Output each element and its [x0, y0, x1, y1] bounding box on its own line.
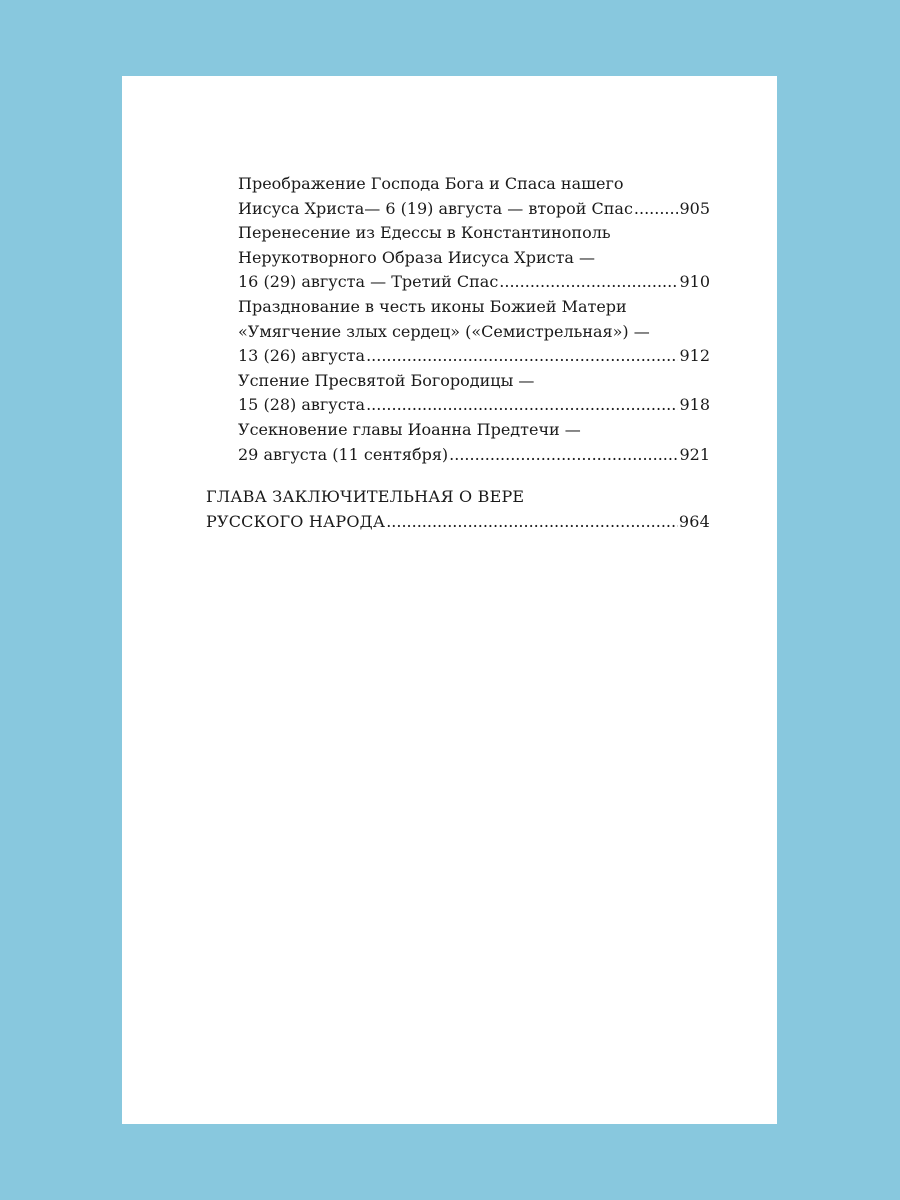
- page-number: 912: [679, 346, 710, 366]
- toc-entry-dormition: [206, 369, 710, 418]
- toc-entry-line: Празднование в честь иконы Божией Матери: [238, 296, 627, 316]
- toc-entry-line: Перенесение из Едессы в Константинополь: [238, 223, 611, 243]
- toc-entry-last-line: [238, 443, 710, 468]
- page-number: 964: [678, 511, 710, 531]
- toc-entry-line: Нерукотворного Образа Иисуса Христа —: [238, 247, 596, 267]
- dot-leader: [499, 270, 678, 295]
- dot-leader: [449, 443, 678, 468]
- toc-entry-transfiguration: [206, 172, 710, 221]
- toc-entry-text: 29 августа (11 сентября): [238, 444, 449, 464]
- toc-entry-line: «Умягчение злых сердец» («Семистрельная») —: [238, 321, 650, 341]
- toc-chapter-text: РУССКОГО НАРОДА: [206, 511, 386, 531]
- dot-leader: [634, 197, 679, 222]
- toc-entry-text: 13 (26) августа: [238, 346, 366, 366]
- toc-entry-last-line: [238, 270, 710, 295]
- dot-leader: [366, 393, 678, 418]
- dot-leader: [366, 344, 678, 369]
- page-number: 921: [679, 444, 710, 464]
- page-number: 918: [679, 395, 710, 415]
- toc-entry-last-line: [238, 393, 710, 418]
- toc-entry-last-line: [238, 197, 710, 222]
- toc-entry-image-not-made-by-hands: [206, 221, 710, 295]
- toc-entry-line: Успение Пресвятой Богородицы —: [238, 370, 535, 390]
- toc-entry-line: Преображение Господа Бога и Спаса нашего: [238, 174, 624, 193]
- toc-entry-last-line: [238, 344, 710, 369]
- toc-chapter-line: ГЛАВА ЗАКЛЮЧИТЕЛЬНАЯ О ВЕРЕ: [206, 487, 525, 507]
- toc-entry-beheading-of-john: [206, 418, 710, 467]
- page-number: 910: [679, 272, 710, 292]
- toc-chapter-last-line: [206, 510, 710, 535]
- table-of-contents: [206, 172, 710, 534]
- toc-entry-text: 15 (28) августа: [238, 395, 366, 415]
- toc-entry-text: Иисуса Христа— 6 (19) августа — второй Спас: [238, 198, 633, 218]
- dot-leader: [386, 510, 678, 535]
- page-number: 905: [679, 198, 710, 218]
- toc-chapter-final: [206, 485, 710, 534]
- toc-entry-line: Усекновение главы Иоанна Предтечи —: [238, 419, 581, 439]
- toc-entry-text: 16 (29) августа — Третий Спас: [238, 272, 499, 292]
- toc-entry-softening-of-evil-hearts: [206, 295, 710, 369]
